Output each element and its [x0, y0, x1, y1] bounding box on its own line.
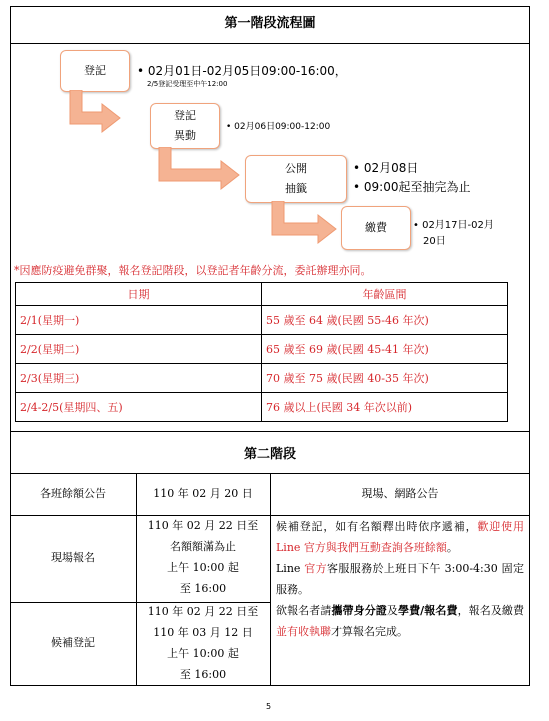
stage2-row1-desc: 現場、網路公告: [361, 487, 439, 500]
flow-arrow: [268, 201, 340, 249]
flow-step-label: 登記: [84, 64, 106, 77]
desc-text: Line: [276, 562, 305, 575]
desc-highlight: 並有收執聯: [276, 625, 331, 638]
desc-text: 客服服務於上班日下午 3:00-4:30 固定服務。: [276, 562, 524, 596]
flow-step-label: 抽籤: [285, 182, 307, 195]
desc-text: 欲報名者請: [276, 604, 332, 617]
stage2-row1-label: 各班餘額公告: [40, 487, 106, 500]
table-cell: 55 歲至 64 歲(民國 55-46 年次): [262, 306, 508, 335]
step3-bullet: • 09:00起至抽完為止: [353, 180, 471, 194]
table-cell: 2/3(星期三): [16, 364, 262, 393]
step1-subnote: 2/5登記受理至中午12:00: [147, 80, 228, 88]
desc-text: ，報名及繳費: [457, 604, 525, 617]
stage2-row1-date: 110 年 02 月 20 日: [153, 487, 253, 500]
flow-step-label: 異動: [174, 129, 196, 142]
flow-step-change: [150, 103, 220, 149]
age-schedule-table: [15, 282, 508, 422]
table-header: 日期: [16, 283, 262, 306]
desc-highlight: 官方: [304, 562, 328, 575]
step1-bullet: • 02月01日-02月05日09:00-16:00，: [137, 64, 347, 78]
flow-arrow: [66, 90, 124, 138]
stage2-title: 第二階段: [243, 447, 296, 462]
table-cell: 70 歲至 75 歲(民國 40-35 年次): [262, 364, 508, 393]
flow-step-register: [60, 50, 130, 92]
desc-text: 才算報名完成。: [331, 625, 408, 638]
table-row: [16, 364, 508, 393]
stage2-row2-label: 現場報名: [51, 551, 95, 564]
stage1-title: 第一階段流程圖: [224, 16, 316, 31]
flow-arrow: [155, 147, 243, 195]
date-line: 至 16:00: [179, 582, 227, 595]
desc-highlight: 歡迎使用 Line 官方與我們互動查詢各班餘額: [276, 520, 525, 554]
flow-step-label: 登記: [174, 109, 196, 122]
table-header-row: [16, 283, 508, 306]
table-cell: 2/1(星期一): [16, 306, 262, 335]
page-number: 5: [266, 702, 272, 711]
table-row: [16, 393, 508, 422]
date-line: 110 年 02 月 22 日至: [147, 605, 259, 618]
date-line: 110 年 03 月 12 日: [153, 626, 253, 639]
flow-step-pay: [341, 206, 411, 250]
table-cell: 2/2(星期二): [16, 335, 262, 364]
date-line: 上午 10:00 起: [167, 561, 239, 574]
step4-bullet: 20日: [423, 236, 446, 247]
step4-bullet: • 02月17日-02月: [413, 220, 494, 231]
date-line: 110 年 02 月 22 日至: [147, 519, 259, 532]
desc-text: 。: [446, 541, 458, 554]
date-line: 至 16:00: [179, 668, 227, 681]
desc-text: 候補登記，如有名額釋出時依序遞補，: [276, 520, 478, 533]
table-row: [16, 335, 508, 364]
step3-bullet: • 02月08日: [353, 161, 419, 175]
flow-step-label: 公開: [285, 162, 307, 175]
table-cell: 76 歲以上(民國 34 年次以前): [262, 393, 508, 422]
flow-step-draw: [245, 155, 347, 203]
divider: [10, 43, 530, 44]
step2-bullet: • 02月06日09:00-12:00: [226, 122, 331, 132]
desc-text: 及: [386, 604, 398, 617]
table-cell: 2/4-2/5(星期四、五): [16, 393, 262, 422]
flow-step-label: 繳費: [365, 221, 387, 234]
waitlist-description: [276, 516, 524, 642]
desc-bold: 學費/報名費: [398, 604, 458, 617]
divider: [10, 431, 530, 432]
date-line: 上午 10:00 起: [167, 647, 239, 660]
divider: [270, 473, 271, 686]
table-row: [16, 306, 508, 335]
stage2-row3-label: 候補登記: [51, 636, 95, 649]
table-header: 年齡區間: [262, 283, 508, 306]
age-split-note: *因應防疫避免群聚，報名登記階段，以登記者年齡分流，委託辦理亦同。: [14, 264, 372, 277]
desc-bold: 攜帶身分證: [331, 604, 387, 617]
date-line: 名額額滿為止: [170, 540, 236, 553]
table-cell: 65 歲至 69 歲(民國 45-41 年次): [262, 335, 508, 364]
